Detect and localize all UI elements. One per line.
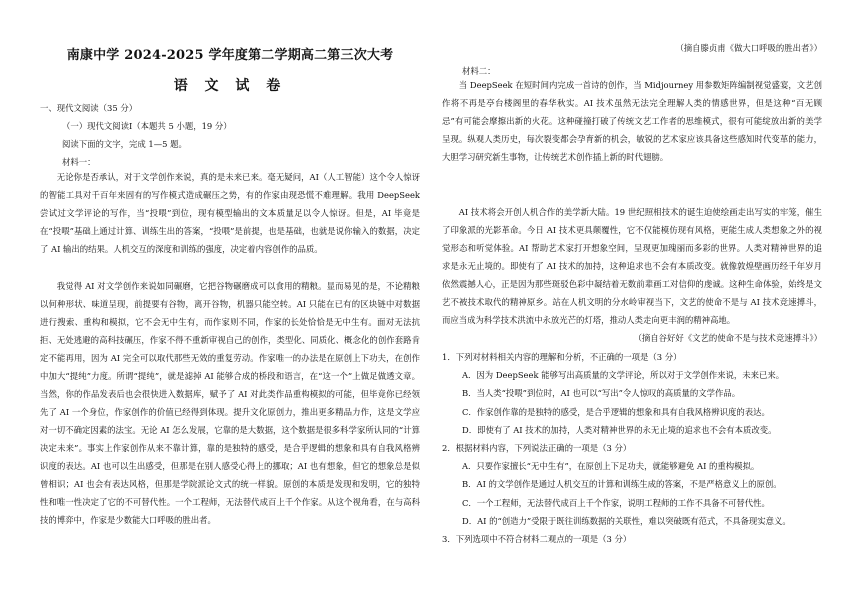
material1-label: 材料一：: [62, 157, 96, 167]
section-heading: 一、现代文阅读（35 分）: [40, 103, 138, 113]
question-option: C．一个工程师，无法替代成百上千个作家，说明工程师的工作不具备不可替代性。: [462, 497, 770, 508]
exam-subtitle: 语 文 试 卷: [173, 78, 287, 94]
question-option: A．只要作家擅长“无中生有”，在原创上下足功夫，就能够避免 AI 的重构模拟。: [462, 461, 760, 472]
question-stem: 2．根据材料内容，下列说法正确的一项是（3 分）: [442, 443, 632, 454]
material1-paragraph: 无论你是否承认，对于文学创作来说，真的是未来已来。毫无疑问，AI（人工智能）这个令人惊讶的智能工具对千百年来固有的写作模式造成碾压之势，有的作家由现恐慌不难理解。我用 DeepSeek 尝试过文学评论的写作，当“投喂”到位，现有模型输出的文本质量足以令人惊讶。但是，AI 毕竟是在“投喂”基础上通过计算、训练生出的答案，“投喂”是前提，也是基础，也就是说你输入的数据，决定了 AI 输出的结果。人机交互的深度和训练的强度，决定着内容创作的品质。: [40, 172, 420, 254]
question-option: C．作家创作靠的是独特的感受，是合乎逻辑的想象和具有自我风格辨识度的表达。: [462, 406, 770, 417]
material2-source: （摘自谷好好《文艺的使命不是与技术竞速搏斗》）: [633, 333, 822, 343]
question-list: [442, 348, 822, 548]
sub-heading: （一）现代文阅读Ⅰ（本题共 5 小题，19 分）: [62, 121, 232, 131]
instruction: 阅读下面的文字，完成 1—5 题。: [62, 139, 187, 149]
question-stem: 1．下列对材料相关内容的理解和分析，不正确的一项是（3 分）: [442, 352, 682, 362]
question-option: D．AI 的“创造力”受限于既往训练数据的关联性，难以突破既有范式，不具备现实意义。: [462, 515, 791, 526]
exam-title: 南康中学 2024-2025 学年度第二学期高二第三次大考: [66, 48, 394, 63]
question-stem: 3．下列选项中不符合材料二观点的一项是（3 分）: [442, 534, 632, 545]
material2-label: 材料二：: [462, 66, 496, 76]
question-option: D．即使有了 AI 技术的加持，人类对精神世界的永无止境的追求也不会有本质改变。: [462, 424, 777, 435]
question-option: B．当人类“投喂”到位时，AI 也可以“写出”令人惊叹的高质量的文学作品。: [462, 388, 741, 399]
question-option: B．AI 的文学创作是通过人机交互的计算和训练生成的答案，不是严格意义上的原创。: [462, 479, 782, 490]
material2-paragraph: 当 DeepSeek 在短时间内完成一首诗的创作，当 Midjourney 用参数矩阵编制视觉盛宴，文艺创作将不再是亭台楼阁里的春华秋实。AI 技术虽然无法完全理解人类的情感世界，但是这种“百无顾忌”有可能会摩擦出新的火花。这种碰撞打破了传统文艺工作者的思维模式，很有可能绽放出新的美学呈现。纵观人类历史，每次裂变都会孕育新的机会，敏锐的艺术家应该具备这些感知时代变革的能力，大胆学习研究新生事物，让传统艺术创作插上新的时代翅膀。: [442, 80, 822, 162]
material1-source: （摘自滕贞甫《做大口呼吸的胜出者》）: [675, 43, 822, 53]
material2-paragraph: AI 技术将会开创人机合作的美学新大陆。19 世纪照相技术的诞生迫使绘画走出写实的牢笼，催生了印象派的光影革命。今日 AI 技术更具颠覆性，它不仅能模仿现有风格，更能生成人类想象之外的视觉形态和听觉体验。AI 帮助艺术家打开想象空间，呈现更加瑰丽而多彩的世界。人类对精神世界的追求是永无止境的。即使有了 AI 技术的加持，这种追求也不会有本质改变。就像敦煌壁画历经千年岁月依然震撼人心，正是因为那些斑驳色彩中凝结着无数前辈画工对信仰的虔诚。这种生命体验，始终是文艺不被技术取代的精神原乡。站在人机文明的分水岭审视当下，文艺的使命不是与 AI 技术竞速搏斗，而应当成为科学技术洪流中永放光芒的灯塔，推动人类走向更丰润的精神高地。: [442, 207, 822, 325]
question-option: A．因为 DeepSeek 能够写出高质量的文学评论，所以对于文学创作来说，未来已来。: [462, 370, 785, 381]
material1-paragraph: 我觉得 AI 对文学创作来说如同碾磨，它把谷物碾磨成可以食用的精粮。显而易见的是，不论精粮以何种形状、味道呈现，前提要有谷物，离开谷物，机器只能空转。AI 只能在已有的区块链中对数据进行搜索、重构和模拟，它不会无中生有，而作家则不同，作家的长处恰恰是无中生有。面对无法抗拒、无处逃避的高科技碾压，作家不得不重新审视自己的创作，类型化、同质化、概念化的创作套路肯定不能再用，因为 AI 完全可以取代那些无效的重复劳动。作家唯一的办法是在原创上下功夫，在创作中加大“提纯”力度。所谓“提纯”，就是滤掉 AI 能够合成的桥段和语言，在“这一个”上做足做透文章。当然，你的作品发表后也会很快进入数据库，赋予了 AI 对此类作品重构模拟的可能，但毕竟你已经领先了 AI 一个身位，作家创作的价值已经得到体现。提升文化原创力，推出更多精品力作，这是文学应对一切不确定因素的法宝。无论 AI 怎么发展，它靠的是大数据，这个数据是很多科学家所认同的“计算决定未来”。事实上作家创作从来不靠计算，靠的是独特的感受，是合乎逻辑的想象和具有自我风格辨识度的表达。AI 也可以生出感受，但那是在别人感受心得上的挪取；AI 也有想象，但它的想象总是似曾相识；AI 也会有表达风格，但那是学院派论文式的统一样貌。原创的本质是发现和发明，它的独特性和唯一性决定了它的不可替代性。一个工程师，无法替代成百上千个作家。从这个视角看，在与高科技的博弈中，作家是少数能大口呼吸的胜出者。: [40, 281, 420, 525]
